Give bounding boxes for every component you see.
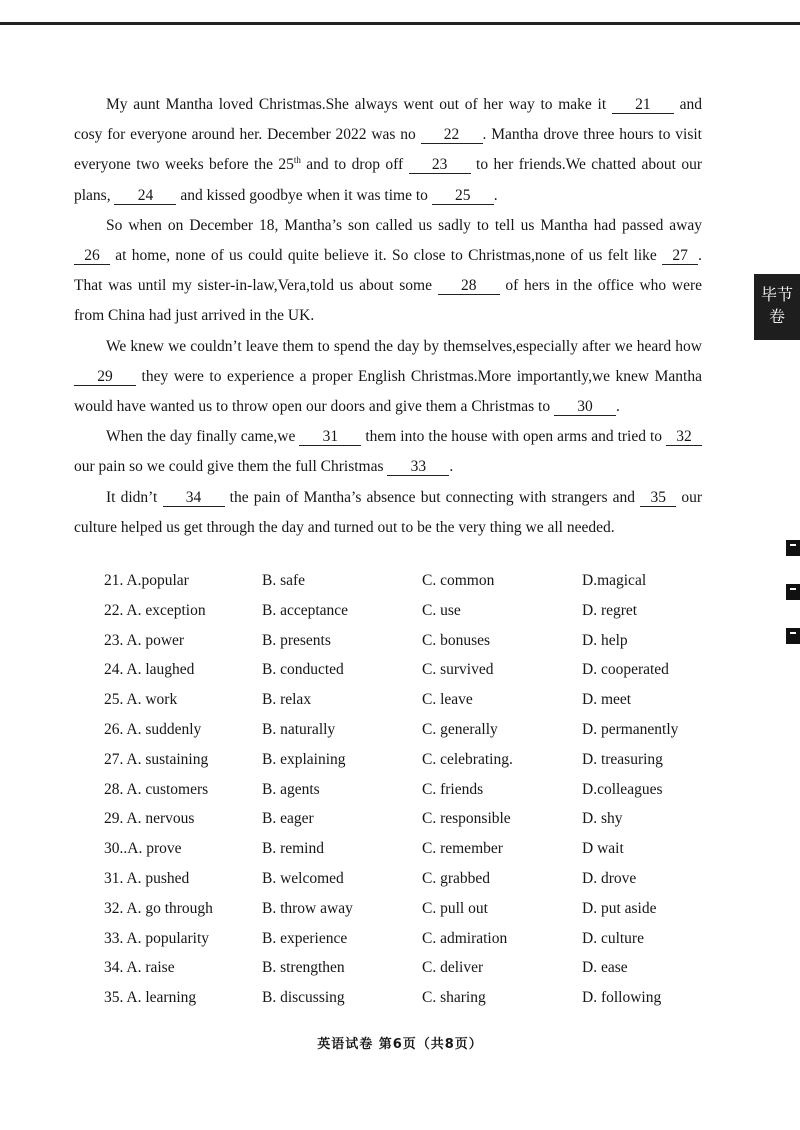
passage-text: they were to experience a proper English Christmas.More importantly,we knew Mantha would have wanted us to throw open our doors and give them a Christmas to [74,367,702,416]
option-c: C. celebrating. [422,750,513,768]
blank-30: 30 [554,398,616,416]
option-a: 29. A. nervous [104,810,195,828]
option-b: B. relax [262,691,312,709]
option-b: B. safe [262,572,306,589]
option-a: 26. A. suddenly [104,720,202,738]
answer-options [104,572,744,1019]
option-b: B. remind [262,840,324,858]
option-b: B. discussing [262,989,345,1007]
option-d: D.colleagues [582,780,663,798]
paragraph-4 [74,422,702,482]
blank-27: 27 [662,247,698,265]
option-d: D. cooperated [582,661,669,679]
paragraph-3 [74,332,702,423]
passage-text: We knew we couldn’t leave them to spend the day by themselves,especially after we heard how [106,337,702,355]
option-d: D. help [582,631,628,649]
option-c: C. grabbed [422,869,491,887]
passage-text: . [616,398,620,416]
option-a: 31. A. pushed [104,869,190,887]
option-c: C. generally [422,720,498,738]
option-d: D. culture [582,929,644,947]
option-a: 21. A.popular [104,572,189,589]
passage-text: . [449,458,454,476]
blank-21: 21 [612,96,674,114]
option-d: D. ease [582,959,628,977]
paragraph-5 [74,483,702,543]
option-row-27 [104,751,744,781]
option-d: D. put aside [582,899,657,917]
option-d: D. shy [582,810,623,828]
option-row-34 [104,959,744,989]
option-b: B. welcomed [262,869,344,887]
passage-text: our culture helped us get through the day and turned out to be the very thing we all needed. [74,488,703,536]
option-row-26 [104,721,744,751]
blank-23: 23 [409,156,471,174]
passage-text: them into the house with open arms and tried to [361,428,666,446]
option-b: B. naturally [262,720,336,738]
passage-text: When the day finally came,we [106,428,300,446]
option-c: C. pull out [422,899,488,917]
option-row-30 [104,840,744,870]
option-c: C. responsible [422,810,511,828]
option-row-35 [104,989,744,1019]
option-a: 25. A. work [104,691,178,709]
option-c: C. leave [422,691,473,709]
option-c: C. friends [422,780,484,798]
option-row-22 [104,602,744,632]
option-c: C. bonuses [422,631,491,649]
option-a: 22. A. exception [104,601,206,619]
blank-32: 32 [666,428,702,446]
passage-text: at home, none of us could quite believe it. So close to Christmas,none of us felt like [110,247,663,265]
passage-text: our pain so we could give them the full Christmas [74,458,388,476]
option-d: D. regret [582,601,638,619]
passage-text: . [493,186,498,204]
passage-text: My aunt Mantha loved Christmas.She always went out of her way to make it [106,96,612,113]
blank-33: 33 [387,458,449,476]
blank-26: 26 [74,247,110,265]
option-b: B. acceptance [262,601,349,619]
side-edge-mark [786,584,800,600]
option-d: D. treasuring [582,750,663,768]
option-d: D. following [582,989,662,1007]
blank-24: 24 [114,187,176,205]
option-a: 35. A. learning [104,989,197,1007]
paragraph-1 [74,90,702,211]
option-c: C. use [422,601,461,619]
option-a: 24. A. laughed [104,661,195,679]
option-a: 27. A. sustaining [104,750,209,768]
option-b: B. presents [262,631,331,649]
option-row-29 [104,810,744,840]
passage-text: . That was until my sister-in-law,Vera,told us about some [74,247,702,295]
passage-text: and to drop off [300,156,409,174]
option-b: B. agents [262,780,320,798]
paragraph-2 [74,211,702,332]
option-d: D.magical [582,572,647,589]
option-row-25 [104,691,744,721]
side-edge-mark [786,540,800,556]
option-c: C. survived [422,661,494,679]
passage-text: and kissed goodbye when it was time to [176,186,432,204]
option-c: C. sharing [422,989,486,1007]
option-c: C. remember [422,840,503,858]
option-row-32 [104,900,744,930]
option-b: B. experience [262,929,348,947]
option-a: 34. A. raise [104,959,175,977]
side-tab-line-2: 卷 [768,307,785,326]
superscript: th [293,155,301,166]
option-d: D. drove [582,869,637,887]
blank-34: 34 [163,489,225,507]
blank-28: 28 [438,277,500,295]
blank-29: 29 [74,368,136,386]
option-d: D. permanently [582,720,679,738]
passage-text: So when on December 18, Mantha’s son called us sadly to tell us Mantha had passed away [106,216,702,234]
passage-text: It didn’t [106,488,163,506]
side-tab-label [754,274,800,340]
blank-25: 25 [432,187,494,205]
option-row-21 [104,572,744,602]
side-edge-mark [786,628,800,644]
option-b: B. explaining [262,750,346,768]
blank-31: 31 [299,428,361,446]
cloze-passage [74,90,702,543]
option-a: 32. A. go through [104,899,213,917]
passage-text: the pain of Mantha’s absence but connecting with strangers and [224,488,641,506]
passage-text: and cosy for everyone around her. December 2022 was no [74,96,702,144]
option-d: D. meet [582,691,632,709]
option-a: 30..A. prove [104,840,182,858]
option-b: B. eager [262,810,314,828]
option-a: 23. A. power [104,631,185,649]
blank-22: 22 [421,126,483,144]
option-b: B. strengthen [262,959,345,977]
option-d: D wait [582,840,624,858]
option-c: C. common [422,572,495,589]
option-a: 33. A. popularity [104,929,210,947]
option-b: B. throw away [262,899,353,917]
option-b: B. conducted [262,661,344,679]
option-row-31 [104,870,744,900]
option-c: C. admiration [422,929,508,947]
side-tab-line-1: 毕节 [760,285,793,304]
option-c: C. deliver [422,959,484,977]
option-a: 28. A. customers [104,780,209,798]
option-row-24 [104,661,744,691]
top-border-line [0,22,800,25]
option-row-28 [104,781,744,811]
passage-text: . Mantha drove three hours to visit everyone two weeks before the 25 [74,126,702,174]
option-row-33 [104,930,744,960]
passage-text: of hers in the office who were from China had just arrived in the UK. [74,277,702,325]
option-row-23 [104,632,744,662]
page-footer: 英语试卷 第6页（共8页） [317,1037,483,1052]
blank-35: 35 [640,489,676,507]
passage-text: to her friends.We chatted about our plans, [74,156,702,204]
